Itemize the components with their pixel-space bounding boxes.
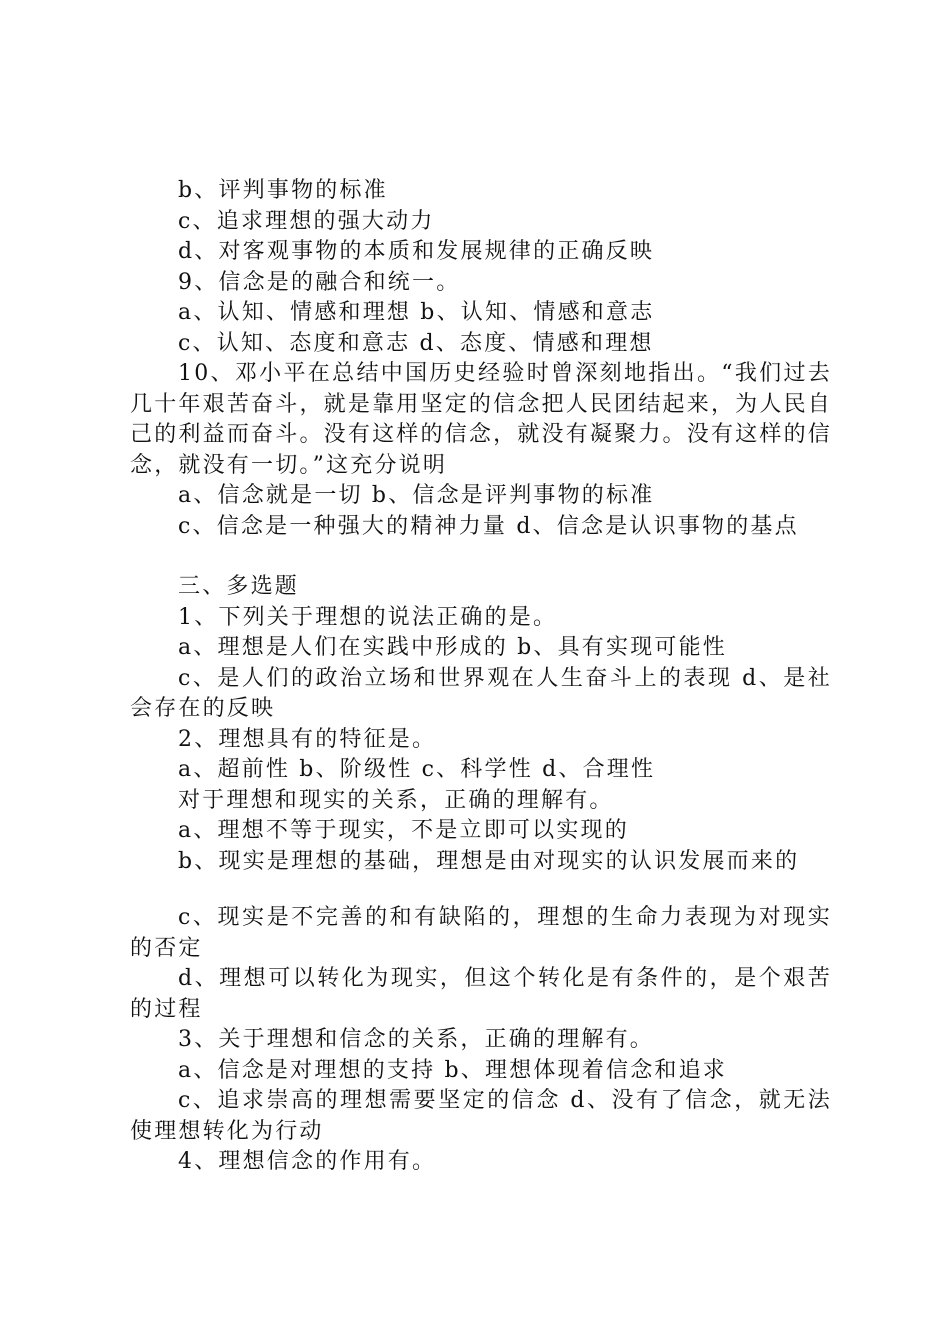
option-paragraph: c、现实是不完善的和有缺陷的，理想的生命力表现为对现实的否定: [130, 905, 832, 961]
option-line: a、信念就是一切 b、信念是评判事物的标准: [178, 483, 655, 508]
paragraph-line: d、对客观事物的本质和发展规律的正确反映: [178, 239, 655, 264]
option-paragraph: c、追求崇高的理想需要坚定的信念 d、没有了信念，就无法使理想转化为行动: [130, 1088, 832, 1144]
option-line: a、信念是对理想的支持 b、理想体现着信念和追求: [178, 1057, 727, 1083]
option-line: b、现实是理想的基础，理想是由对现实的认识发展而来的: [178, 848, 800, 874]
question-line: 3、关于理想和信念的关系，正确的理解有。: [178, 1027, 654, 1052]
option-line: a、理想是人们在实践中形成的 b、具有实现可能性: [178, 635, 727, 660]
question-line: 对于理想和现实的关系，正确的理解有。: [178, 787, 614, 813]
question-line: 9、信念是的融合和统一。: [178, 269, 461, 295]
section-heading: 三、多选题: [178, 574, 300, 599]
option-paragraph: d、理想可以转化为现实，但这个转化是有条件的，是个艰苦的过程: [130, 966, 832, 1022]
option-line: a、超前性 b、阶级性 c、科学性 d、合理性: [178, 757, 656, 782]
option-line: c、认知、态度和意志 d、态度、情感和理想: [178, 330, 654, 356]
question-line: 1、下列关于理想的说法正确的是。: [178, 604, 558, 630]
option-line: a、认知、情感和理想 b、认知、情感和意志: [178, 300, 655, 325]
question-line: 4、理想信念的作用有。: [178, 1149, 437, 1174]
question-line: 2、理想具有的特征是。: [178, 726, 437, 752]
option-line: c、信念是一种强大的精神力量 d、信念是认识事物的基点: [178, 513, 799, 539]
document-body: [130, 176, 832, 1178]
paragraph-line: b、评判事物的标准: [178, 178, 388, 203]
paragraph-line: c、追求理想的强大动力: [178, 208, 435, 234]
option-line: a、理想不等于现实，不是立即可以实现的: [178, 818, 629, 843]
option-paragraph: c、是人们的政治立场和世界观在人生奋斗上的表现 d、是社会存在的反映: [130, 665, 832, 721]
question-paragraph: 10、邓小平在总结中国历史经验时曾深刻地指出。“我们过去几十年艰苦奋斗，就是靠用坚定的信念把人民团结起来，为人民自己的利益而奋斗。没有这样的信念，就没有凝聚力。没有这样的信念，就没有一切。”这充分说明: [130, 361, 832, 478]
